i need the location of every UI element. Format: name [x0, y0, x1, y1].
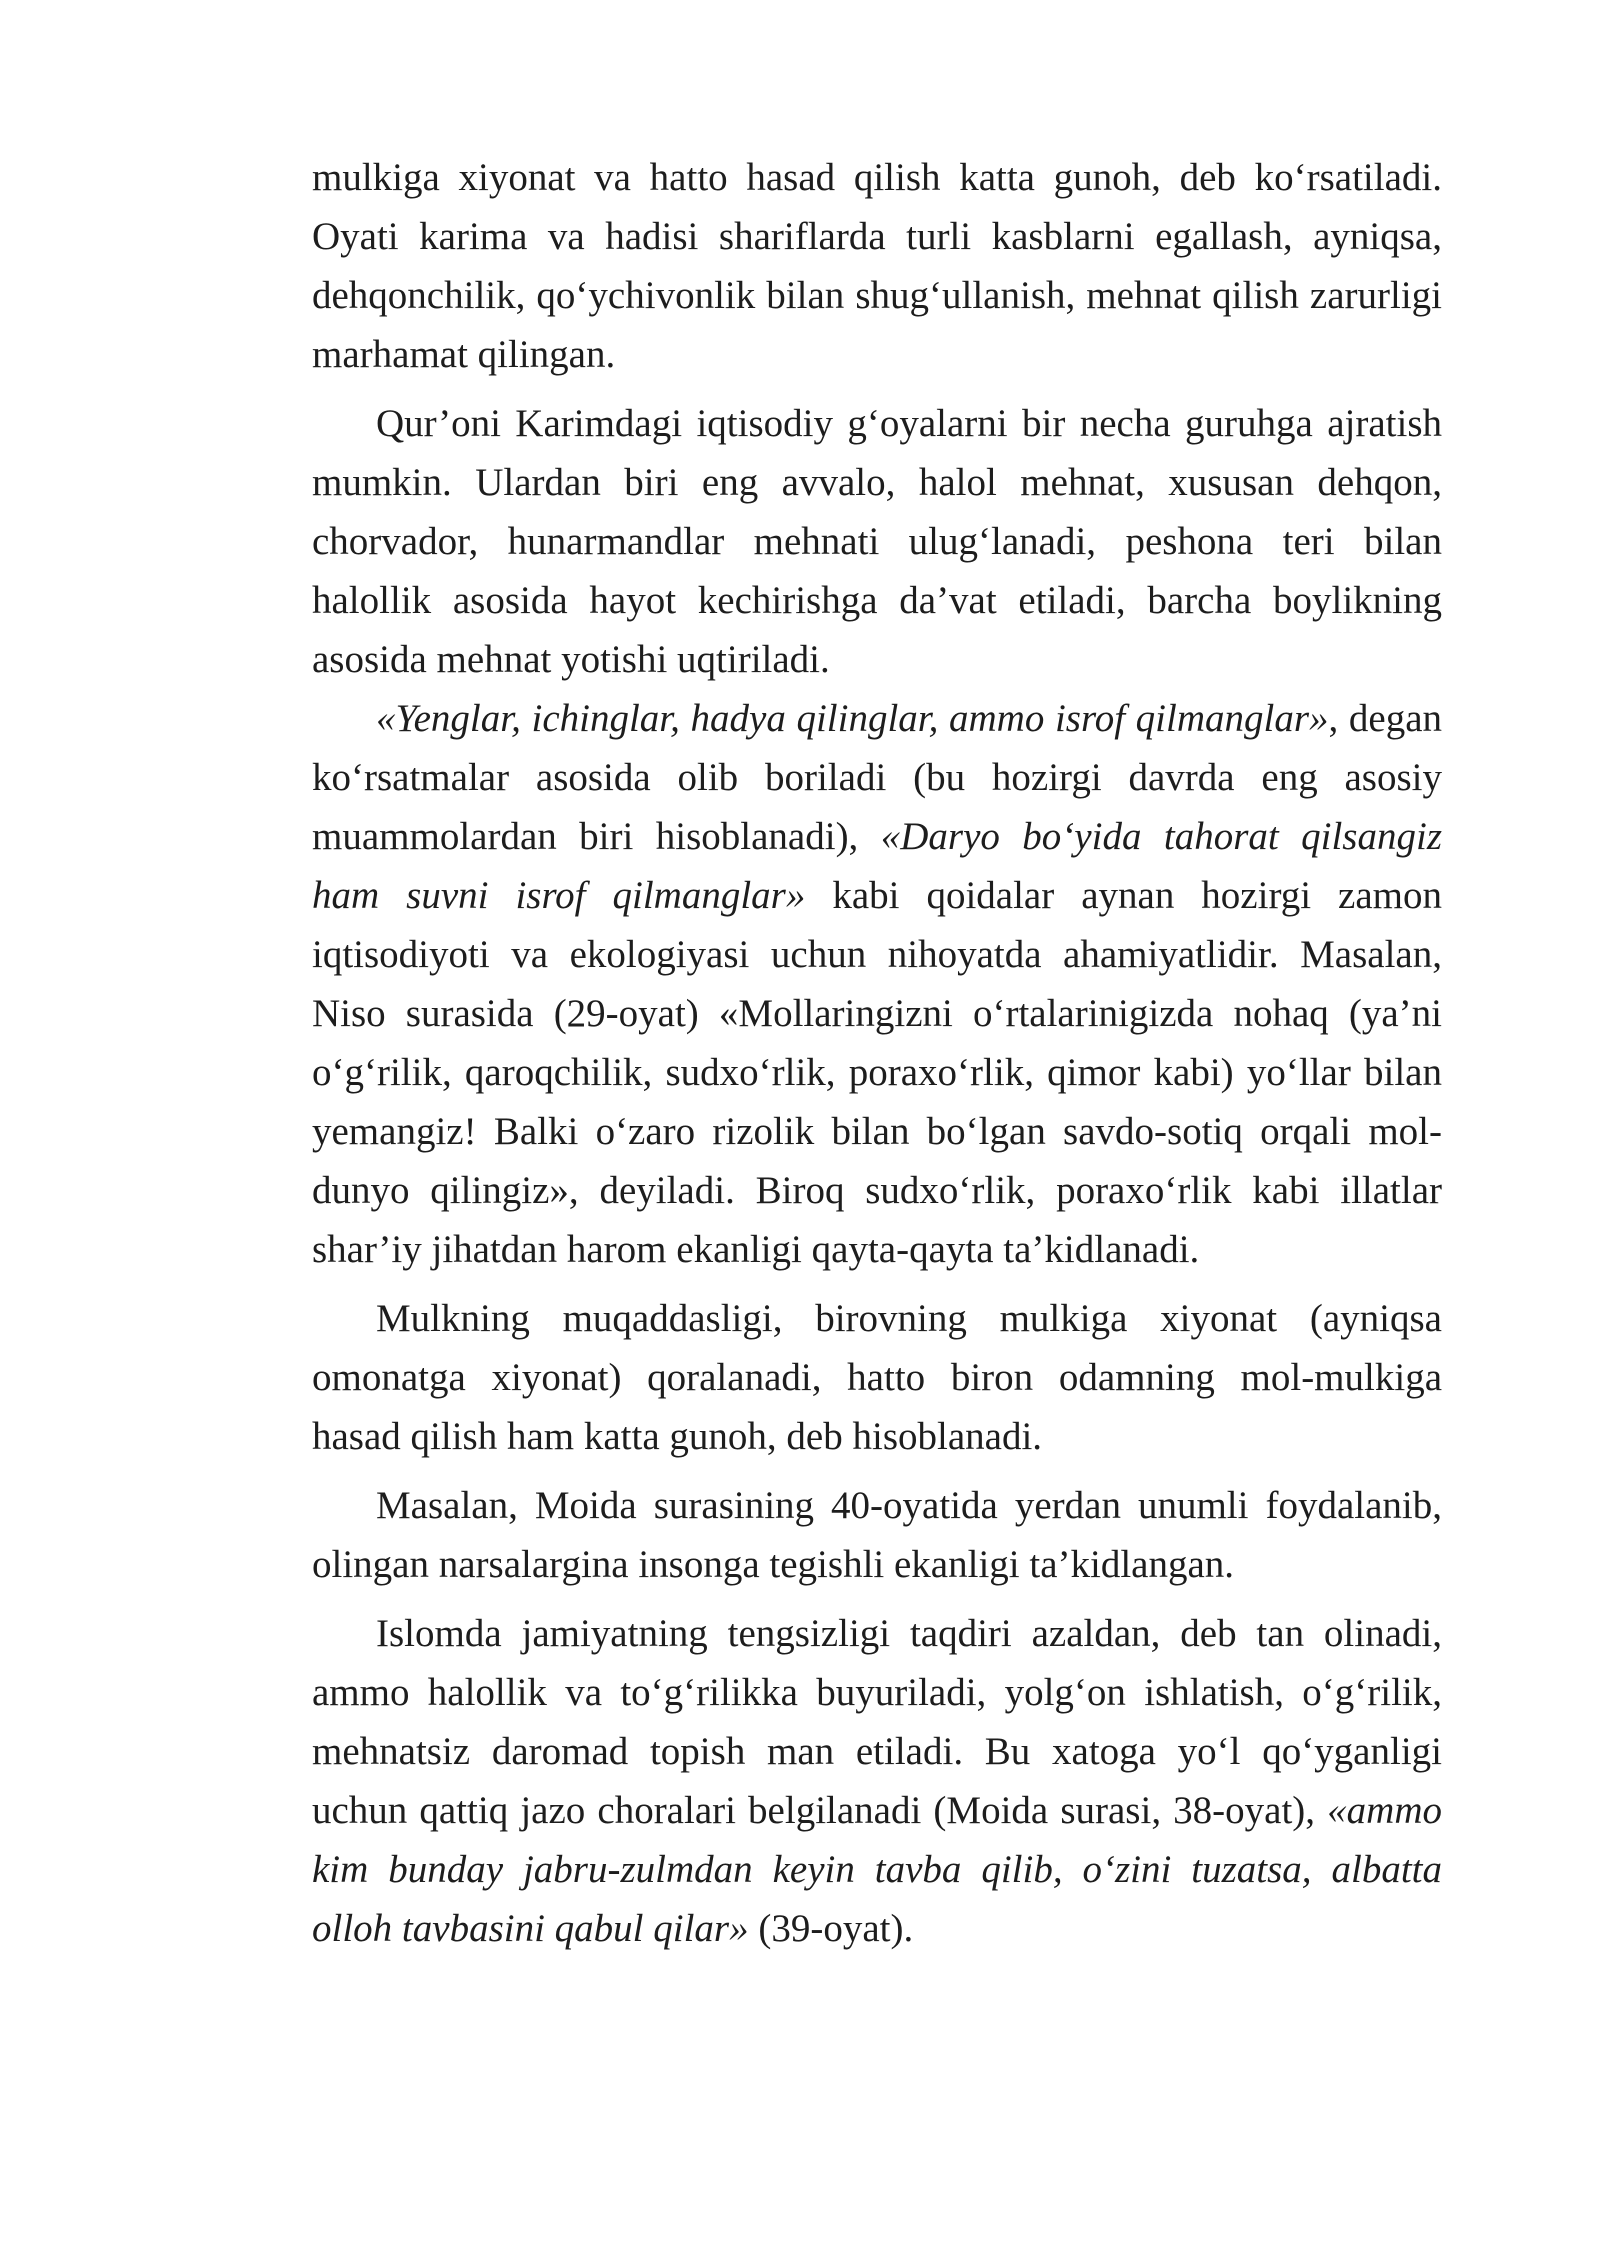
quote-eat-drink: «Yenglar, ichinglar, hadya qilinglar, ammo isrof qilmanglar» — [376, 697, 1329, 740]
paragraph-text: Islomda jamiyatning tengsizligi taqdiri azaldan, deb tan olinadi, ammo halollik va toʻgʻrilikka buyuriladi, yolgʻon ishlatish, oʻgʻrilik, mehnatsiz daromad topish man etiladi. Bu xatoga yoʻl qoʻyganligi uchun qattiq jazo choralari belgilanadi (Moida surasi, 38-oyat), — [312, 1612, 1442, 1832]
paragraph-text: (39-oyat). — [748, 1907, 914, 1950]
paragraph-text: kabi qoidalar aynan hozirgi zamon iqtisodiyoti va ekologiyasi uchun nihoyatda ahamiyatlidir. Masalan, Niso surasida (29-oyat) «Mollaringizni oʻrtalarinigizda nohaq (ya’ni oʻgʻrilik, qaroqchilik, sudxoʻrlik, poraxoʻrlik, qimor kabi) yoʻllar bilan yemangiz! Balki oʻzaro rizolik bilan boʻlgan savdo-sotiq orqali mol-dunyo qilingiz», deyiladi. Biroq sudxoʻrlik, poraxoʻrlik kabi illatlar shar’iy jihatdan harom ekanligi qayta-qayta ta’kidlanadi. — [312, 874, 1442, 1271]
paragraph-continuation: mulkiga xiyonat va hatto hasad qilish katta gunoh, deb koʻrsatiladi. Oyati karima va hadisi shariflarda turli kasblarni egallash, ayniqsa, dehqonchilik, qoʻychivonlik bilan shugʻullanish, mehnat qilish zarurligi marhamat qilingan. — [312, 156, 1442, 376]
paragraph-economic-ideas: Qur’oni Karimdagi iqtisodiy gʻoyalarni bir necha guruhga ajratish mumkin. Ulardan biri eng avvalo, halol mehnat, xususan dehqon, chorvador, hunarmandlar mehnati ulugʻlanadi, peshona teri bilan halollik asosida hayot kechirishga da’vat etiladi, barcha boylikning asosida mehnat yotishi uqtiriladi. — [312, 402, 1442, 681]
document-page — [312, 148, 1442, 1958]
quote-river-water: «Daryo boʻyida tahorat qilsangiz ham suvni isrof qilmanglar» — [312, 815, 1442, 917]
paragraph-text: , degan koʻrsatmalar asosida olib boriladi (bu hozirgi davrda eng asosiy muammolardan biri hisoblanadi), — [312, 697, 1443, 858]
quote-repentance: «ammo kim bunday jabru-zulmdan keyin tavba qilib, oʻzini tuzatsa, albatta olloh tavbasini qabul qilar» — [312, 1789, 1442, 1950]
paragraph-inequality — [312, 1604, 1442, 1958]
paragraph-property-sanctity: Mulkning muqaddasligi, birovning mulkiga xiyonat (ayniqsa omonatga xiyonat) qoralanadi, hatto biron odamning mol-mulkiga hasad qilish ham katta gunoh, deb hisoblanadi. — [312, 1297, 1442, 1458]
paragraph-waste-guidance — [312, 689, 1442, 1279]
paragraph-moida-40: Masalan, Moida surasining 40-oyatida yerdan unumli foydalanib, olingan narsalargina insonga tegishli ekanligi ta’kidlangan. — [312, 1484, 1442, 1586]
